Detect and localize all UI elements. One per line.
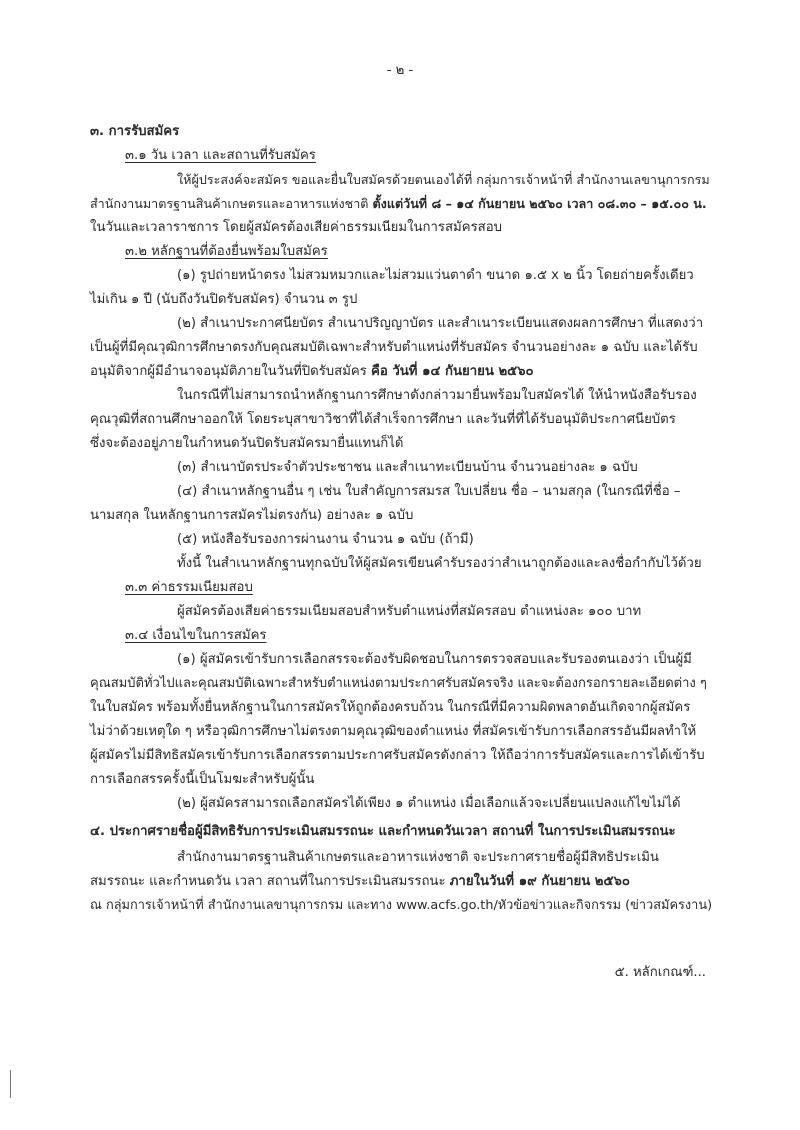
exam-fee-line: ผู้สมัครต้องเสียค่าธรรมเนียมสอบสำหรับตำแหน่งที่สมัครสอบ ตำแหน่งละ ๑๐๐ บาท	[177, 604, 642, 619]
section-3-1-line-2	[90, 195, 707, 213]
doc-item-2-line-5: คุณวุฒิที่สถานศึกษาออกให้ โดยระบุสาขาวิชาที่ได้สำเร็จการศึกษา และวันที่ที่ได้รับอนุมัติประกาศนียบัตร	[90, 412, 676, 427]
doc-item-4-line-1: (๔) สำเนาหลักฐานอื่น ๆ เช่น ใบสำคัญการสมรส ใบเปลี่ยน ชื่อ – นามสกุล (ในกรณีที่ชื่อ –	[177, 484, 681, 499]
continuation-marker: ๕. หลักเกณฑ์...	[614, 965, 706, 981]
closing-date: คือ วันที่ ๑๔ กันยายน ๒๕๖๐	[371, 364, 534, 379]
doc-item-2-line-6: ซึ่งจะต้องอยู่ภายในกำหนดวันปิดรับสมัครมายื่นแทนก็ได้	[90, 436, 404, 451]
assessment-text: สมรรถนะ และกำหนดวัน เวลา สถานที่ในการประเมินสมรรถนะ	[90, 874, 446, 889]
doc-item-1-line-2: ไม่เกิน ๑ ปี (นับถึงวันปิดรับสมัคร) จำนวน ๓ รูป	[90, 292, 358, 307]
condition-1-line-6: การเลือกสรรครั้งนี้เป็นโมฆะสำหรับผู้นั้น	[90, 772, 315, 787]
doc-item-4-line-2: นามสกุล ในหลักฐานการสมัครไม่ตรงกัน) อย่างละ ๑ ฉบับ	[90, 508, 414, 523]
office-name: สำนักงานมาตรฐานสินค้าเกษตรและอาหารแห่งชาติ	[90, 196, 369, 211]
condition-1-line-3: ในใบสมัคร พร้อมทั้งยื่นหลักฐานในการสมัครให้ถูกต้องครบถ้วน ในกรณีที่มีความผิดพลาดอันเกิดจากผู้สมัคร	[90, 700, 691, 715]
condition-1-line-1: (๑) ผู้สมัครเข้ารับการเลือกสรรจะต้องรับผิดชอบในการตรวจสอบและรับรองตนเองว่า เป็นผู้มี	[177, 652, 692, 667]
section-3-heading: ๓. การรับสมัคร	[90, 124, 180, 139]
doc-item-2-line-3	[90, 363, 534, 381]
section-3-1-heading: ๓.๑ วัน เวลา และสถานที่รับสมัคร	[125, 148, 316, 163]
condition-2: (๒) ผู้สมัครสามารถเลือกสมัครได้เพียง ๑ ตำแหน่ง เมื่อเลือกแล้วจะเปลี่ยนแปลงแก้ไขไม่ได้	[177, 796, 681, 811]
section-4-line-3: ณ กลุ่มการเจ้าหน้าที่ สำนักงานเลขานุการกรม และทาง www.acfs.go.th/หัวข้อข่าวและกิจกรรม (ข่าวสมัครงาน)	[90, 898, 713, 913]
doc-certification-note: ทั้งนี้ ในสำเนาหลักฐานทุกฉบับให้ผู้สมัครเขียนคำรับรองว่าสำเนาถูกต้องและลงชื่อกำกับไว้ด้วย	[177, 556, 702, 571]
announcement-date: ภายในวันที่ ๑๙ กันยายน ๒๕๖๐	[449, 874, 630, 889]
section-4-line-1: สำนักงานมาตรฐานสินค้าเกษตรและอาหารแห่งชาติ จะประกาศรายชื่อผู้มีสิทธิประเมิน	[177, 850, 659, 865]
section-3-2-heading: ๓.๒ หลักฐานที่ต้องยื่นพร้อมใบสมัคร	[125, 244, 328, 259]
condition-1-line-5: ผู้สมัครไม่มีสิทธิสมัครเข้ารับการเลือกสรรตามประกาศรับสมัครดังกล่าว ให้ถือว่าการรับสมัครและการได้เข้ารับ	[90, 748, 705, 763]
section-3-3-heading: ๓.๓ ค่าธรรมเนียมสอบ	[125, 580, 253, 595]
doc-item-2-line-4: ในกรณีที่ไม่สามารถนำหลักฐานการศึกษาดังกล่าวมายื่นพร้อมใบสมัครได้ ให้นำหนังสือรับรอง	[177, 388, 697, 403]
condition-1-line-4: ไม่ว่าด้วยเหตุใด ๆ หรือวุฒิการศึกษาไม่ตรงตามคุณวุฒิของตำแหน่ง ที่สมัครเข้ารับการเลือกสรรอันมีผลทำให้	[90, 724, 697, 739]
page-number: - ๒ -	[386, 63, 414, 78]
approval-text: อนุมัติจากผู้มีอำนาจอนุมัติภายในวันที่ปิดรับสมัคร	[90, 364, 367, 379]
scan-edge-mark	[10, 1070, 11, 1098]
section-4-line-2	[90, 873, 630, 891]
doc-item-3: (๓) สำเนาบัตรประจำตัวประชาชน และสำเนาทะเบียนบ้าน จำนวนอย่างละ ๑ ฉบับ	[177, 460, 638, 475]
doc-item-5: (๕) หนังสือรับรองการผ่านงาน จำนวน ๑ ฉบับ (ถ้ามี)	[177, 532, 474, 547]
doc-item-2-line-2: เป็นผู้ที่มีคุณวุฒิการศึกษาตรงกับคุณสมบัติเฉพาะสำหรับตำแหน่งที่รับสมัคร จำนวนอย่างละ ๑ ฉบับ และได้รับ	[90, 340, 698, 355]
doc-item-1-line-1: (๑) รูปถ่ายหน้าตรง ไม่สวมหมวกและไม่สวมแว่นตาดำ ขนาด ๑.๕ x ๒ นิ้ว โดยถ่ายครั้งเดียว	[177, 268, 694, 283]
doc-item-2-line-1: (๒) สำเนาประกาศนียบัตร สำเนาปริญญาบัตร และสำเนาระเบียนแสดงผลการศึกษา ที่แสดงว่า	[177, 316, 704, 331]
section-3-1-line-1: ให้ผู้ประสงค์จะสมัคร ขอและยื่นใบสมัครด้วยตนเองได้ที่ กลุ่มการเจ้าหน้าที่ สำนักงานเลขานุการกรม	[177, 172, 710, 187]
section-3-1-line-3: ในวันและเวลาราชการ โดยผู้สมัครต้องเสียค่าธรรมเนียมในการสมัครสอบ	[90, 220, 502, 235]
application-period: ตั้งแต่วันที่ ๘ – ๑๔ กันยายน ๒๕๖๐ เวลา ๐๘.๓๐ – ๑๕.๐๐ น.	[372, 196, 707, 211]
section-4-heading: ๔. ประกาศรายชื่อผู้มีสิทธิรับการประเมินสมรรถนะ และกำหนดวันเวลา สถานที่ ในการประเมินสมรรถนะ	[90, 824, 676, 839]
section-3-4-heading: ๓.๔ เงื่อนไขในการสมัคร	[125, 628, 267, 643]
condition-1-line-2: คุณสมบัติทั่วไปและคุณสมบัติเฉพาะสำหรับตำแหน่งตามประกาศรับสมัครจริง และจะต้องกรอกรายละเอียดต่าง ๆ	[90, 676, 707, 691]
